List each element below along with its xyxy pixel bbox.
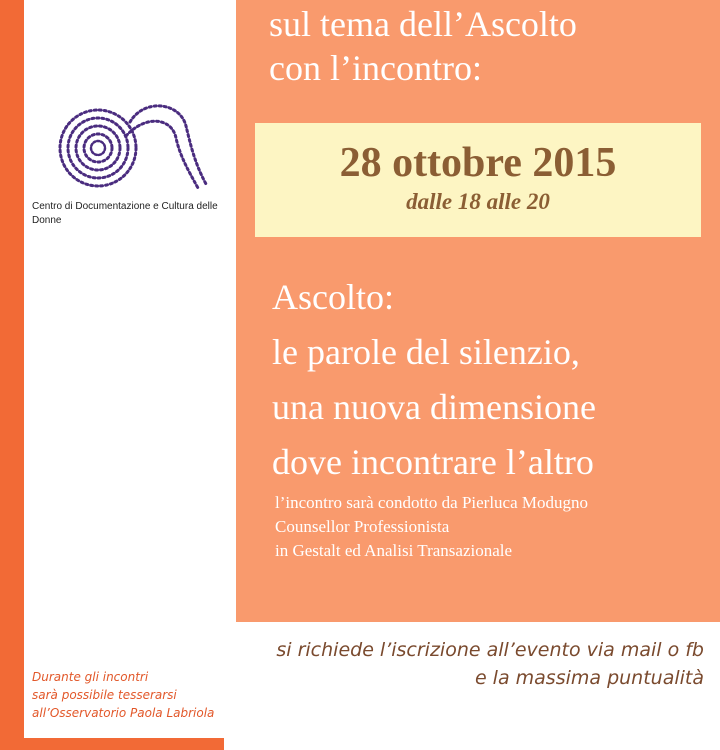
registration-line-1: si richiede l’iscrizione all’evento via mail o fb [276,639,704,661]
registration-line-2: e la massima puntualità [474,667,704,689]
registration-note [264,636,704,692]
intro-text [269,2,709,90]
conductor-line-2: Counsellor Professionista [275,517,450,536]
membership-line-2: sarà possibile tesserarsi [32,688,177,702]
conductor-info [275,491,715,563]
title-line-2: le parole del silenzio, [272,332,580,372]
intro-line-2: con l’incontro: [269,48,482,88]
title-line-3: una nuova dimensione [272,387,596,427]
spiral-logo-icon [52,100,222,210]
event-date: 28 ottobre 2015 [339,140,617,186]
event-time: dalle 18 alle 20 [406,189,550,214]
title-line-4: dove incontrare l’altro [272,442,594,482]
intro-line-1: sul tema dell’Ascolto [269,4,577,44]
bottom-accent-rule [24,738,224,750]
conductor-line-3: in Gestalt ed Analisi Transazionale [275,541,513,560]
membership-line-1: Durante gli incontri [32,670,149,684]
membership-line-3: all’Osservatorio Paola Labriola [32,706,215,720]
event-date-box [255,123,701,237]
left-accent-stripe [0,0,24,750]
membership-note [32,668,232,722]
conductor-line-1: l’incontro sarà condotto da Pierluca Modugno [275,493,589,512]
event-title [272,270,712,490]
title-line-1: Ascolto: [272,277,394,317]
logo-caption: Centro di Documentazione e Cultura delle Donne [32,201,218,226]
